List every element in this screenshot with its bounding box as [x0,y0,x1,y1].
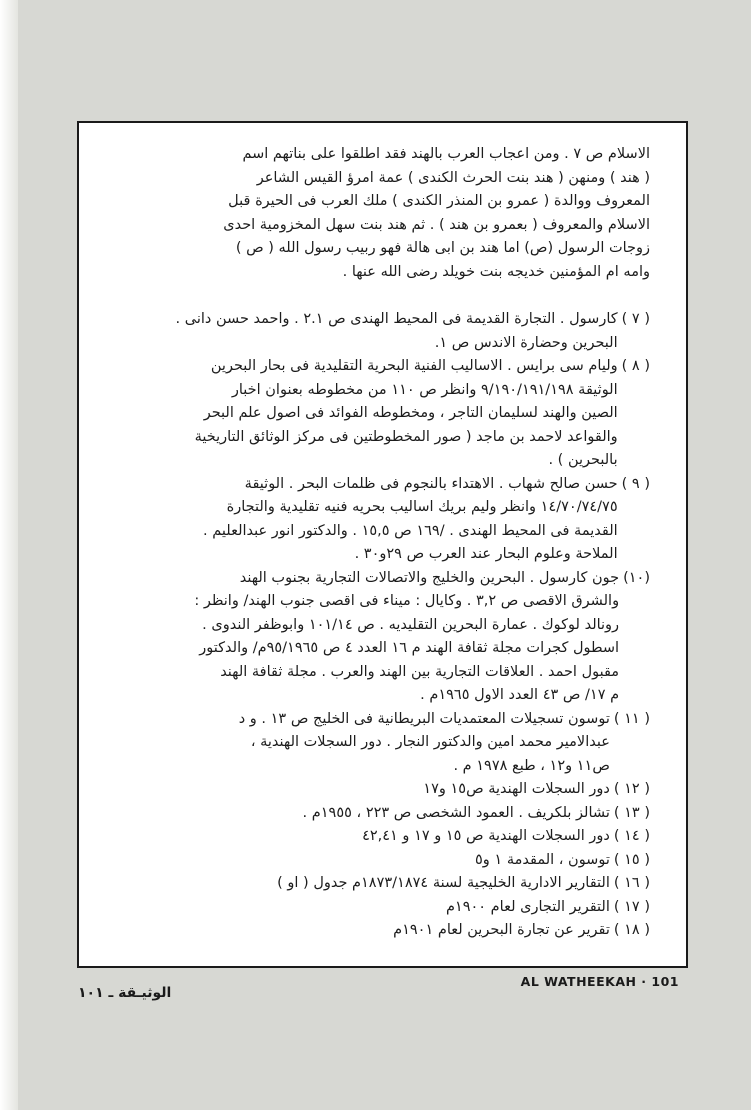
intro-line: الاسلام والمعروف ( بعمرو بن هند ) . ثم هند بنت سهل المخزومية احدى [223,216,650,233]
footnote-number: ( ٨ ) [621,358,650,374]
footnote-text [101,355,618,473]
footnote-line: توسون تسجيلات المعتمديات البريطانية فى الخليج ص ١٣ . و د [238,710,610,727]
footnote-line: تشالز بلكريف . العمود الشخصى ص ٢٢٣ ، ١٩٥٥م . [302,804,610,821]
footnote [101,355,650,473]
footnote-line: دور السجلات الهندية ص١٥ و١٧ [423,781,610,797]
footnote-text [101,778,610,802]
footnote-line: وليام سى برايس . الاساليب الفنية البحرية التقليدية فى بحار البحرين [210,358,618,374]
footnote-text [101,802,610,826]
footnote-line: عبدالامير محمد امين والدكتور النجار . دور السجلات الهندية ، [250,734,610,750]
footnote [101,825,650,849]
intro-line: الاسلام ص ٧ . ومن اعجاب العرب بالهند فقد اطلقوا على بناتهم اسم [242,146,650,162]
footnote-number: ( ١٧ ) [613,898,650,915]
footnote-line: م ١٧/ ص ٤٣ العدد الاول ١٩٦٥م . [420,687,620,703]
page-footer-arabic: الوثيـقة ـ ١٠١ [78,985,172,1001]
footnote [101,802,650,826]
intro-line: ( هند ) ومنهن ( هند بنت الحرث الكندى ) عمة امرؤ القيس الشاعر [256,169,650,186]
footnote-text [101,708,610,779]
footnote-text [101,849,610,873]
footnote [101,849,650,873]
footnote-number: ( ١٤ ) [613,828,650,844]
footnote [101,473,650,567]
footnote-text [101,872,610,896]
footnote-line: الوثيقة ٩/١٩٠/١٩١/١٩٨ وانظر ص ١١٠ من مخطوطه بعنوان اخبار [231,381,618,398]
page-edge-shadow [0,0,18,1110]
footnote-line: والقواعد لاحمد بن ماجد ( صور المخطوطتين فى مركز الوثائق التاريخية [194,428,618,445]
footnote [101,919,650,943]
page-footer-latin: AL WATHEEKAH · 101 [520,974,679,989]
footnote-line: مقبول احمد . العلاقات التجارية بين الهند والعرب . مجلة ثقافة الهند [220,663,620,680]
text-frame [77,121,688,968]
footnote [101,896,650,920]
footnote-number: ( ١٦ ) [613,875,650,891]
footnote-line: ص١١ و١٢ ، طبع ١٩٧٨ م . [453,757,610,774]
intro-line: وامه ام المؤمنين خديجه بنت خويلد رضى الله عنها . [342,263,650,280]
footnote-text [101,825,610,849]
footnote-number: ( ١٣ ) [613,804,650,821]
footnote [101,708,650,779]
footnote-line: والشرق الاقصى ص ٣,٢ . وكايال : ميناء فى اقصى جنوب الهند/ وانظر : [194,593,620,609]
footnote-line: الملاحة وعلوم البحار عند العرب ص ٢٩و٣٠ . [354,546,618,562]
footnote-number: ( ٩ ) [621,475,650,492]
footnote-text [101,473,618,567]
footnote-line: التقرير التجارى لعام ١٩٠٠م [445,898,610,915]
footnote-number: ( ١٥ ) [613,851,650,868]
intro-line: المعروف ووالدة ( عمرو بن المنذر الكندى ) ملك العرب فى الحيرة قبل [228,193,650,209]
footnote-line: القديمة فى المحيط الهندى . /١٦٩ ص ١٥,٥ . والدكتور انور عبدالعليم . [203,522,618,539]
footnote-number: (١٠) [623,569,650,586]
footnote-number: ( ١١ ) [613,710,650,727]
footnote-line: تقرير عن تجارة البحرين لعام ١٩٠١م [393,922,610,938]
footnote-line: التقارير الادارية الخليجية لسنة ١٨٧٣/١٨٧٤م جدول ( او ) [277,875,610,891]
intro-line: زوجات الرسول (ص) اما هند بن ابى هالة فهو ربيب رسول الله ( ص ) [235,240,650,256]
footnote-line: الصين والهند لسليمان التاجر ، ومخطوطه الفوائد فى اصول علم البحر [203,405,618,421]
footnote-text [101,919,610,943]
footnotes-content [101,143,650,952]
footnote-line: حسن صالح شهاب . الاهتداء بالنجوم فى ظلمات البحر . الوثيقة [244,475,618,492]
footnote-list [101,308,650,943]
footnote-text [101,308,618,355]
footnote-text [101,567,619,708]
footnote-number: ( ١٨ ) [613,922,650,938]
footnote [101,308,650,355]
footnote-line: رونالد لوكوك . عمارة البحرين التقليديه . ص ١٠١/١٤ وابوظفر الندوى . [202,616,620,633]
footnote-line: ١٤/٧٠/٧٤/٧٥ وانظر وليم بريك اساليب بحريه فنيه تقليدية والتجارة [226,499,618,515]
footnote-number: ( ٧ ) [621,311,650,327]
footnote-line: توسون ، المقدمة ١ و٥ [475,851,610,868]
footnote [101,778,650,802]
footnote-line: دور السجلات الهندية ص ١٥ و ١٧ و ٤٢,٤١ [362,828,610,844]
footnote-line: كارسول . التجارة القديمة فى المحيط الهندى ص ٢.١ . واحمد حسن دانى . [175,311,618,327]
footnote-number: ( ١٢ ) [613,781,650,797]
footnote [101,872,650,896]
footnote-line: بالبحرين ) . [548,452,618,468]
intro-paragraph [101,143,650,284]
footnote-line: البحرين وحضارة الاندس ص ١. [434,334,618,351]
footnote-line: جون كارسول . البحرين والخليج والاتصالات التجارية بجنوب الهند [239,569,620,586]
footnote-line: اسطول كجرات مجلة ثقافة الهند م ١٦ العدد ٤ ص ٩٥/١٩٦٥م/ والدكتور [199,640,620,656]
footnote [101,567,650,708]
footnote-text [101,896,610,920]
